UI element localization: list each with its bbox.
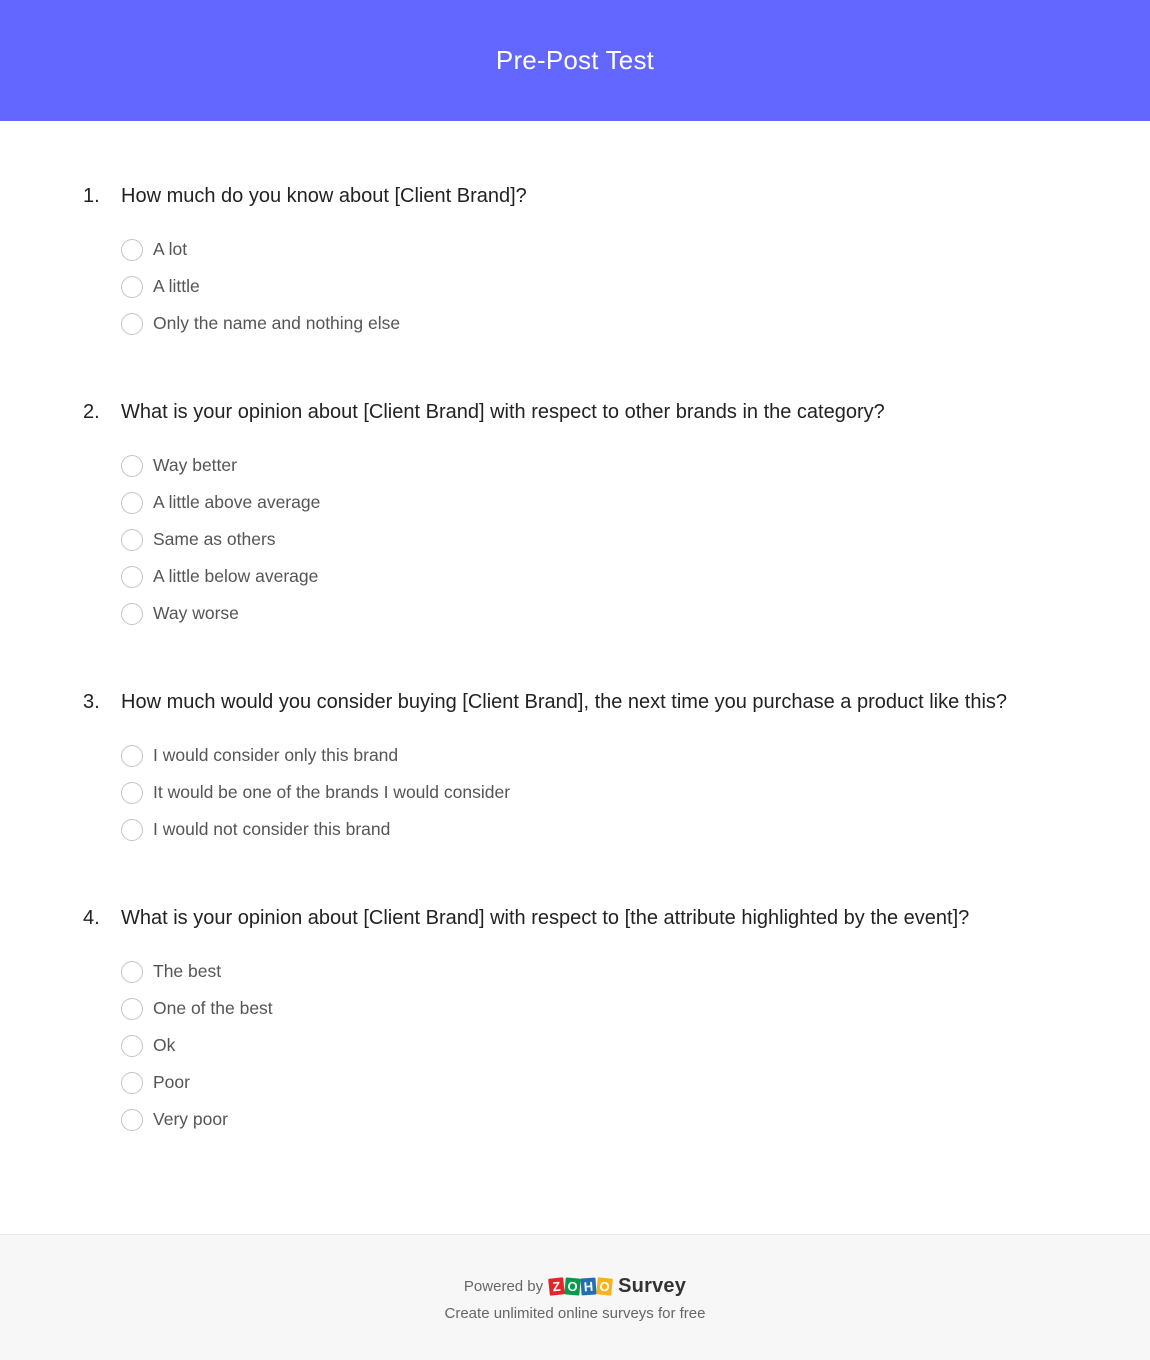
- question-number: 4.: [83, 907, 100, 929]
- option-label: A little: [153, 276, 200, 296]
- option-label: Ok: [153, 1035, 176, 1055]
- radio-button[interactable]: [121, 1072, 143, 1094]
- question-text: What is your opinion about [Client Brand] with respect to other brands in the category?: [121, 401, 885, 423]
- radio-button[interactable]: [121, 998, 143, 1020]
- powered-by-text: Powered by: [463, 1278, 544, 1295]
- option-only-name[interactable]: [121, 305, 1083, 342]
- option-very-poor[interactable]: [121, 1101, 1083, 1138]
- radio-button[interactable]: [121, 529, 143, 551]
- question-number: 3.: [83, 691, 100, 713]
- question-4: [83, 906, 1083, 1138]
- option-poor[interactable]: [121, 1064, 1083, 1101]
- option-way-better[interactable]: [121, 447, 1083, 484]
- question-text: What is your opinion about [Client Brand] with respect to [the attribute highlighted by the event]?: [121, 907, 970, 929]
- question-3: [83, 690, 1083, 848]
- option-one-of-brands[interactable]: [121, 774, 1083, 811]
- radio-button[interactable]: [121, 782, 143, 804]
- option-below-average[interactable]: [121, 558, 1083, 595]
- option-a-lot[interactable]: [121, 231, 1083, 268]
- option-label: I would not consider this brand: [153, 819, 391, 839]
- product-name: Survey: [618, 1275, 687, 1297]
- option-label: A lot: [153, 239, 188, 259]
- option-label: Way better: [153, 455, 237, 475]
- option-label: Very poor: [153, 1109, 228, 1129]
- option-label: Poor: [153, 1072, 190, 1092]
- option-label: Way worse: [153, 603, 239, 623]
- radio-button[interactable]: [121, 492, 143, 514]
- radio-button[interactable]: [121, 1109, 143, 1131]
- option-the-best[interactable]: [121, 953, 1083, 990]
- question-text: How much do you know about [Client Brand]?: [121, 185, 527, 207]
- option-same-as-others[interactable]: [121, 521, 1083, 558]
- question-number: 2.: [83, 401, 100, 423]
- radio-button[interactable]: [121, 1035, 143, 1057]
- radio-button[interactable]: [121, 819, 143, 841]
- option-only-this-brand[interactable]: [121, 737, 1083, 774]
- radio-button[interactable]: [121, 239, 143, 261]
- zoho-logo-icon: Z O H O: [549, 1278, 613, 1295]
- option-one-of-the-best[interactable]: [121, 990, 1083, 1027]
- question-1: [83, 184, 1083, 342]
- radio-button[interactable]: [121, 603, 143, 625]
- option-way-worse[interactable]: [121, 595, 1083, 632]
- radio-button[interactable]: [121, 276, 143, 298]
- option-label: The best: [153, 961, 222, 981]
- option-label: I would consider only this brand: [153, 745, 399, 765]
- question-2: [83, 400, 1083, 632]
- option-ok[interactable]: [121, 1027, 1083, 1064]
- option-label: Same as others: [153, 529, 276, 549]
- option-label: Only the name and nothing else: [153, 313, 401, 333]
- radio-button[interactable]: [121, 455, 143, 477]
- option-label: A little above average: [153, 492, 321, 512]
- radio-button[interactable]: [121, 961, 143, 983]
- powered-by-link[interactable]: [0, 1275, 1150, 1298]
- question-text: How much would you consider buying [Client Brand], the next time you purchase a product like this?: [121, 691, 1008, 713]
- question-number: 1.: [83, 185, 100, 207]
- footer-tagline: Create unlimited online surveys for free: [444, 1305, 706, 1322]
- option-a-little[interactable]: [121, 268, 1083, 305]
- option-label: One of the best: [153, 998, 273, 1018]
- survey-title: Pre-Post Test: [495, 45, 655, 75]
- option-not-consider[interactable]: [121, 811, 1083, 848]
- radio-button[interactable]: [121, 566, 143, 588]
- option-label: A little below average: [153, 566, 319, 586]
- option-label: It would be one of the brands I would consider: [153, 782, 511, 802]
- option-above-average[interactable]: [121, 484, 1083, 521]
- radio-button[interactable]: [121, 313, 143, 335]
- survey-footer: [0, 1234, 1150, 1360]
- radio-button[interactable]: [121, 745, 143, 767]
- survey-header: [0, 0, 1150, 121]
